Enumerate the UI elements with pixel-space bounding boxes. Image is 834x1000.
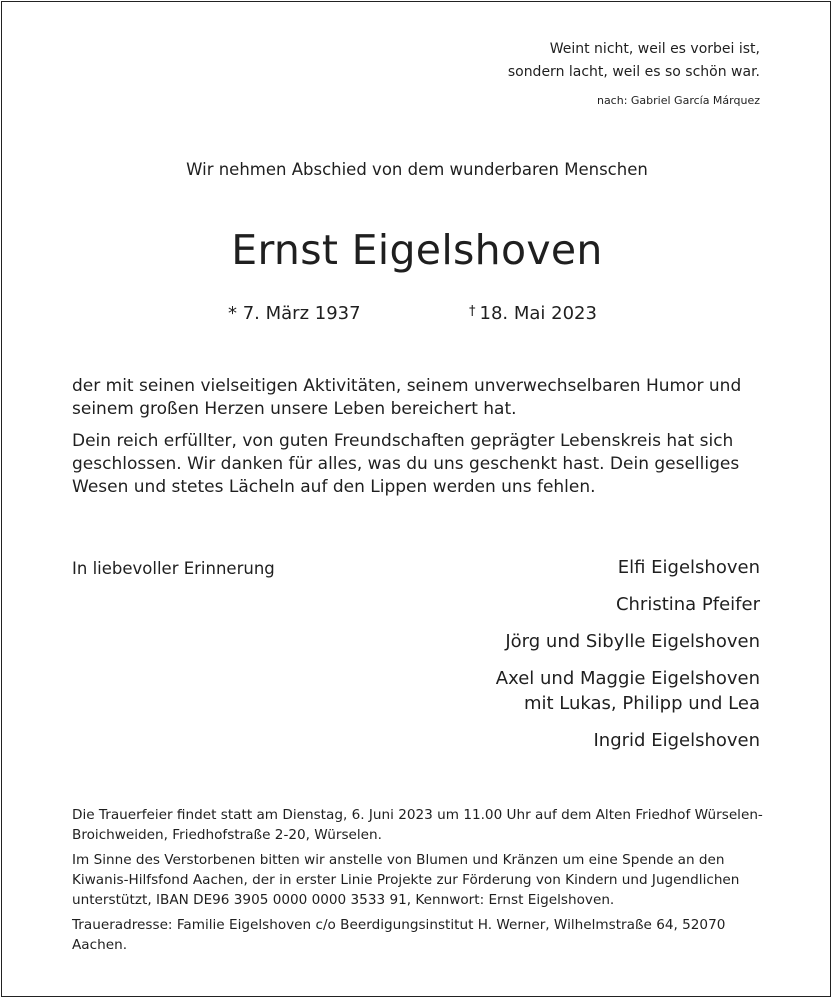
notices-block <box>72 805 772 960</box>
birth-date: * 7. März 1937 <box>228 303 361 324</box>
memory-line: In liebevoller Erinnerung <box>72 559 275 578</box>
death-date-line <box>469 303 597 324</box>
mourner-family <box>496 666 760 716</box>
address-notice: Traueradresse: Familie Eigelshoven c/o Beerdigungsinstitut H. Werner, Wilhelmstraße 64, 52070 Aachen. <box>72 917 726 953</box>
death-date: 18. Mai 2023 <box>479 303 597 324</box>
funeral-notice: Die Trauerfeier findet statt am Dienstag, 6. Juni 2023 um 11.00 Uhr auf dem Alten Friedhof Würselen-Broichweiden, Friedhofstraße 2-20, Würselen. <box>72 807 763 843</box>
quote-line: Weint nicht, weil es vorbei ist, <box>549 41 760 57</box>
mourner: Elfi Eigelshoven <box>617 557 760 578</box>
cross-icon: † <box>469 304 476 319</box>
body-paragraph: Dein reich erfüllter, von guten Freundschaften geprägter Lebenskreis hat sich geschlossen. Wir danken für alles, was du uns geschenkt hast. Dein geselliges Wesen und stetes Lächeln auf den Lippen werden uns fehlen. <box>72 431 740 497</box>
body-paragraph: der mit seinen vielseitigen Aktivitäten, seinem unverwechselbaren Humor und seinem großen Herzen unsere Leben bereichert hat. <box>72 376 742 419</box>
quote-block <box>508 38 760 107</box>
mourner: Axel und Maggie Eigelshoven <box>495 668 760 689</box>
mourner: Ingrid Eigelshoven <box>593 730 760 751</box>
body-text <box>72 375 772 508</box>
donation-notice: Im Sinne des Verstorbenen bitten wir anstelle von Blumen und Kränzen um eine Spende an den Kiwanis-Hilfsfond Aachen, der in erster Linie Projekte zur Förderung von Kindern und Jugendlichen unterstützt, IBAN DE96 3905 0000 0000 3533 91, Kennwort: Ernst Eigelshoven. <box>72 852 740 908</box>
mourner: Jörg und Sibylle Eigelshoven <box>505 631 760 652</box>
mourners-list <box>496 555 760 765</box>
quote-attribution: nach: Gabriel García Márquez <box>596 94 760 107</box>
intro-text: Wir nehmen Abschied von dem wunderbaren Menschen <box>186 160 648 179</box>
mourner: Christina Pfeifer <box>615 594 760 615</box>
deceased-name: Ernst Eigelshoven <box>231 226 603 274</box>
quote-line: sondern lacht, weil es so schön war. <box>507 64 760 80</box>
mourner-children: mit Lukas, Philipp und Lea <box>523 693 760 714</box>
